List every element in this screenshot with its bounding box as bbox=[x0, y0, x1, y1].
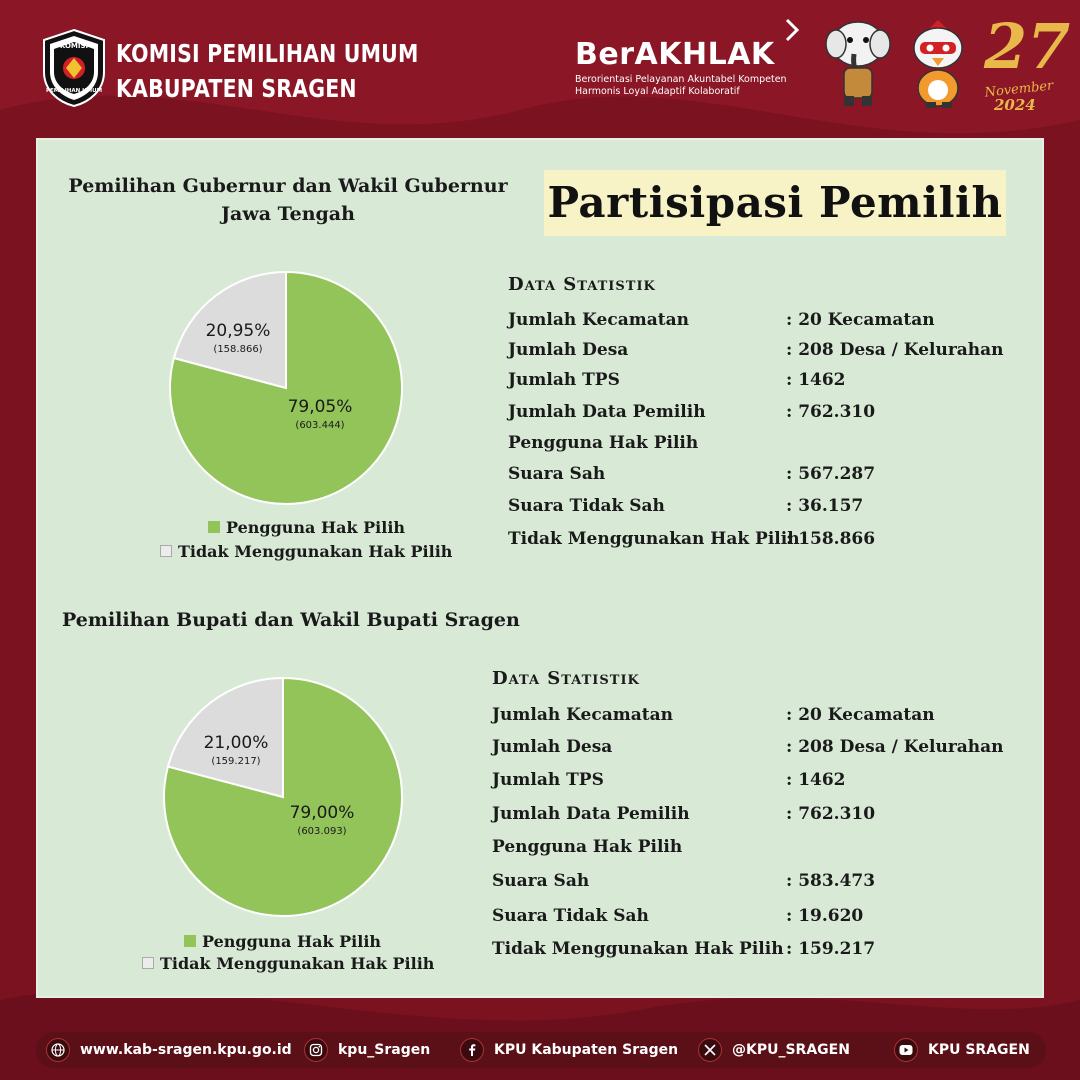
section2-title-line1: Pemilihan Bupati dan Wakil Bupati Sragen bbox=[62, 609, 520, 631]
pie0-label-use-count: (603.444) bbox=[295, 420, 345, 431]
main-panel bbox=[36, 138, 1044, 998]
stat-value: : 208 Desa / Kelurahan bbox=[786, 737, 1004, 757]
stat-value: : 583.473 bbox=[786, 871, 876, 891]
pie1-legend-notuse-label: Tidak Menggunakan Hak Pilih bbox=[160, 954, 435, 973]
pie0-legend-notuse bbox=[160, 542, 452, 561]
pie-chart-bupati bbox=[160, 674, 406, 920]
stat-value: : 19.620 bbox=[786, 906, 864, 926]
stat-label: Jumlah Kecamatan bbox=[492, 705, 673, 725]
stat-label: Jumlah TPS bbox=[508, 370, 620, 390]
footer-youtube[interactable] bbox=[894, 1032, 1030, 1068]
stat-label: Suara Sah bbox=[492, 871, 590, 891]
pie0-legend-use-label: Pengguna Hak Pilih bbox=[226, 518, 406, 537]
main-title-box bbox=[544, 170, 1006, 236]
section2-stats-heading: Data Statistik bbox=[492, 668, 640, 689]
stat-value: : 762.310 bbox=[786, 402, 876, 422]
stat-value: : 208 Desa / Kelurahan bbox=[786, 340, 1004, 360]
pie-chart-gubernur bbox=[166, 268, 406, 508]
stat-value: : 762.310 bbox=[786, 804, 876, 824]
stat-value: : 20 Kecamatan bbox=[786, 705, 935, 725]
pie0-label-notuse-pct: 20,95% bbox=[205, 321, 271, 341]
anniv-day: 27 bbox=[984, 10, 1071, 83]
pie1-legend-use bbox=[184, 932, 381, 951]
stat-value: : 567.287 bbox=[786, 464, 876, 484]
anniv-year: 2024 bbox=[994, 96, 1036, 114]
stat-label: Jumlah Desa bbox=[492, 737, 613, 757]
pie1-legend-use-label: Pengguna Hak Pilih bbox=[202, 932, 382, 951]
pie0-label-notuse-count: (158.866) bbox=[213, 344, 263, 355]
stat-value: : 36.157 bbox=[786, 496, 864, 516]
org-line-2: KABUPATEN SRAGEN bbox=[116, 74, 357, 103]
main-title: Partisipasi Pemilih bbox=[547, 178, 1003, 227]
x-icon bbox=[698, 1038, 722, 1062]
footer-facebook-text: KPU Kabupaten Sragen bbox=[494, 1042, 679, 1058]
pie1-legend-notuse bbox=[142, 954, 434, 973]
mascot-illustration bbox=[822, 14, 974, 110]
org-name bbox=[116, 36, 419, 106]
section1-title bbox=[58, 172, 518, 228]
elephant-mascot-icon bbox=[826, 22, 890, 106]
section2-title bbox=[62, 606, 520, 634]
footer-website-text: www.kab-sragen.kpu.go.id bbox=[80, 1042, 292, 1058]
stat-value: : 158.866 bbox=[786, 529, 876, 549]
logo-text-top: KOMISI bbox=[59, 42, 89, 50]
stat-label: Suara Tidak Sah bbox=[492, 906, 649, 926]
section1-title-line1: Pemilihan Gubernur dan Wakil Gubernur bbox=[68, 175, 508, 197]
legend-swatch-green bbox=[208, 521, 220, 533]
footer-instagram-text: kpu_Sragen bbox=[338, 1042, 431, 1058]
pie0-label-use-pct: 79,05% bbox=[287, 397, 353, 417]
chevron-right-icon bbox=[784, 18, 800, 42]
footer-facebook[interactable] bbox=[460, 1032, 678, 1068]
footer-youtube-text: KPU SRAGEN bbox=[928, 1042, 1030, 1058]
brand-sub-2: Harmonis Loyal Adaptif Kolaboratif bbox=[575, 86, 740, 97]
facebook-icon bbox=[460, 1038, 484, 1062]
stat-label: Jumlah TPS bbox=[492, 770, 604, 790]
pie0-legend-notuse-label: Tidak Menggunakan Hak Pilih bbox=[178, 542, 453, 561]
footer-x-text: @KPU_SRAGEN bbox=[732, 1042, 850, 1058]
stat-value: : 20 Kecamatan bbox=[786, 310, 935, 330]
stat-label: Pengguna Hak Pilih bbox=[508, 433, 699, 453]
stat-label: Jumlah Data Pemilih bbox=[508, 402, 706, 422]
youtube-icon bbox=[894, 1038, 918, 1062]
logo-text-bottom: PEMILIHAN UMUM bbox=[45, 88, 103, 94]
stat-value: : 1462 bbox=[786, 370, 846, 390]
brand-title: BerAKHLAK bbox=[575, 37, 775, 72]
garuda-mascot-icon bbox=[914, 20, 962, 108]
stat-value: : 1462 bbox=[786, 770, 846, 790]
stat-value: : 159.217 bbox=[786, 939, 876, 959]
instagram-icon bbox=[304, 1038, 328, 1062]
brand-sub-1: Berorientasi Pelayanan Akuntabel Kompeten bbox=[575, 74, 787, 85]
section1-title-line2: Jawa Tengah bbox=[221, 203, 355, 225]
anniversary-badge bbox=[976, 10, 1071, 114]
stat-label: Tidak Menggunakan Hak Pilih bbox=[508, 529, 800, 549]
stat-label: Jumlah Data Pemilih bbox=[492, 804, 690, 824]
pie1-label-notuse-pct: 21,00% bbox=[203, 733, 269, 753]
section1-stats-heading: Data Statistik bbox=[508, 274, 656, 295]
stat-label: Tidak Menggunakan Hak Pilih bbox=[492, 939, 784, 959]
footer-x[interactable] bbox=[698, 1032, 850, 1068]
pie1-label-use-pct: 79,00% bbox=[289, 803, 355, 823]
stat-label: Pengguna Hak Pilih bbox=[492, 837, 683, 857]
legend-swatch-gray bbox=[160, 545, 172, 557]
stat-label: Suara Tidak Sah bbox=[508, 496, 665, 516]
pie0-legend-use bbox=[208, 518, 405, 537]
legend-swatch-green bbox=[184, 935, 196, 947]
legend-swatch-gray bbox=[142, 957, 154, 969]
pie1-label-notuse-count: (159.217) bbox=[211, 756, 261, 767]
footer-bar bbox=[36, 1032, 1046, 1068]
pie1-label-use-count: (603.093) bbox=[297, 826, 347, 837]
stat-label: Suara Sah bbox=[508, 464, 606, 484]
berakhlak-brand bbox=[575, 36, 787, 98]
anniv-month: November bbox=[983, 78, 1054, 101]
kpu-logo bbox=[40, 28, 108, 108]
org-line-1: KOMISI PEMILIHAN UMUM bbox=[116, 39, 419, 68]
footer-instagram[interactable] bbox=[304, 1032, 430, 1068]
footer-website[interactable] bbox=[46, 1032, 292, 1068]
globe-icon bbox=[46, 1038, 70, 1062]
stat-label: Jumlah Kecamatan bbox=[508, 310, 689, 330]
stat-label: Jumlah Desa bbox=[508, 340, 629, 360]
